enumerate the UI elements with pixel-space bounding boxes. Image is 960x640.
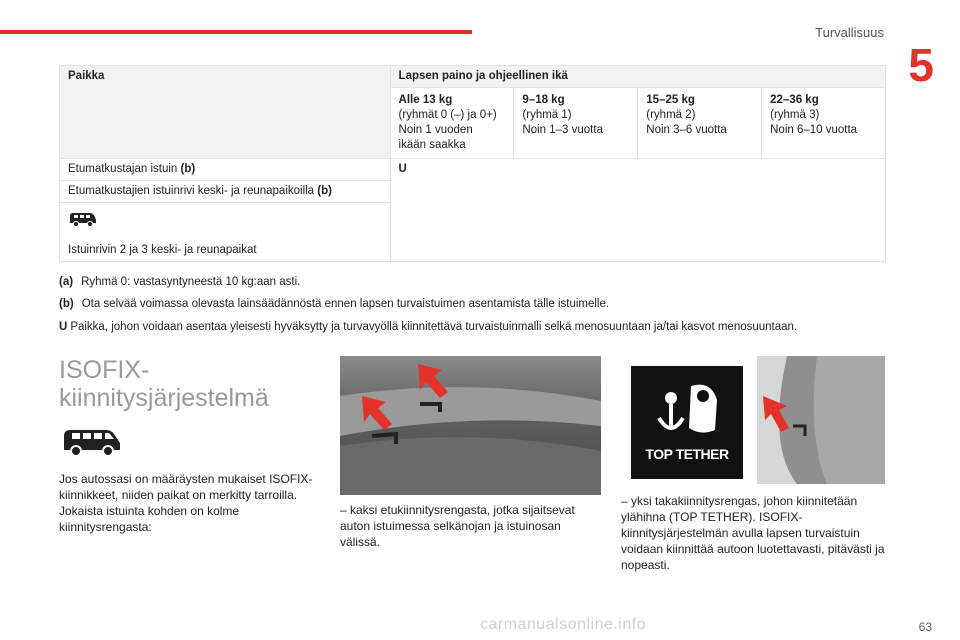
chapter-accent-bar [0, 30, 472, 34]
front-rings-text: – kaksi etukiinnitysrengasta, jotka sijaitsevat auton istuimessa selkänojan ja istuinosan välissä. [340, 503, 575, 549]
van-icon [68, 210, 382, 233]
front-anchors-photo [340, 356, 601, 495]
section-title: Turvallisuus [815, 25, 884, 40]
top-tether-label [631, 366, 743, 479]
isofix-intro: Jos autossasi on määräysten mukaiset ISOFIX-kiinnikkeet, niiden paikat on merkitty tarroilla. Jokaista istuinta kohden on kolme kiinnitysrengasta: [59, 472, 313, 534]
table-row: Etumatkustajien istuinrivi keski- ja reunapaikoilla (b) [60, 180, 391, 202]
seat-value-cell: U [390, 158, 885, 261]
chapter-number: 5 [908, 39, 934, 91]
table-row: Istuinrivin 2 ja 3 keski- ja reunapaikat [60, 202, 391, 261]
group-cell: 15–25 kg (ryhmä 2) Noin 3–6 vuotta [638, 87, 762, 158]
footnote-u: U Paikka, johon voidaan asentaa yleisesti hyväksytty ja turvavyöllä kiinnitettävä turvaistuinmalli selkä menosuuntaan ja/tai kasvot menosuuntaan. [59, 321, 798, 333]
van-icon [61, 425, 123, 462]
group-cell: Alle 13 kg (ryhmät 0 (–) ja 0+) Noin 1 vuoden ikään saakka [390, 87, 514, 158]
rear-anchor-photo [757, 356, 885, 484]
child-seat-table [59, 65, 886, 262]
watermark: carmanualsonline.info [480, 616, 647, 633]
table-row: Etumatkustajan istuin (b) [60, 158, 391, 180]
isofix-heading: ISOFIX- kiinnitysjärjestelmä [59, 356, 269, 412]
rear-ring-text: – yksi takakiinnitysrengas, johon kiinnitetään ylähihna (TOP TETHER). ISOFIX-kiinnitysjärjestelmän avulla lapsen turvaistuin voidaan kiinnittää autoon luotettavasti, pitävästi ja nopeasti. [621, 494, 885, 572]
top-tether-text: TOP TETHER [645, 446, 729, 462]
footnote-a: (a) Ryhmä 0: vastasyntyneestä 10 kg:aan asti. [59, 276, 301, 288]
column-header-weight: Lapsen paino ja ohjeellinen ikä [390, 66, 885, 88]
group-cell: 9–18 kg (ryhmä 1) Noin 1–3 vuotta [514, 87, 638, 158]
group-cell: 22–36 kg (ryhmä 3) Noin 6–10 vuotta [762, 87, 886, 158]
column-header-place: Paikka [60, 66, 391, 159]
footnote-b: (b) Ota selvää voimassa olevasta lainsäädännöstä ennen lapsen turvaistuimen asentamista tälle istuimelle. [59, 298, 610, 310]
page-number: 63 [918, 620, 932, 634]
